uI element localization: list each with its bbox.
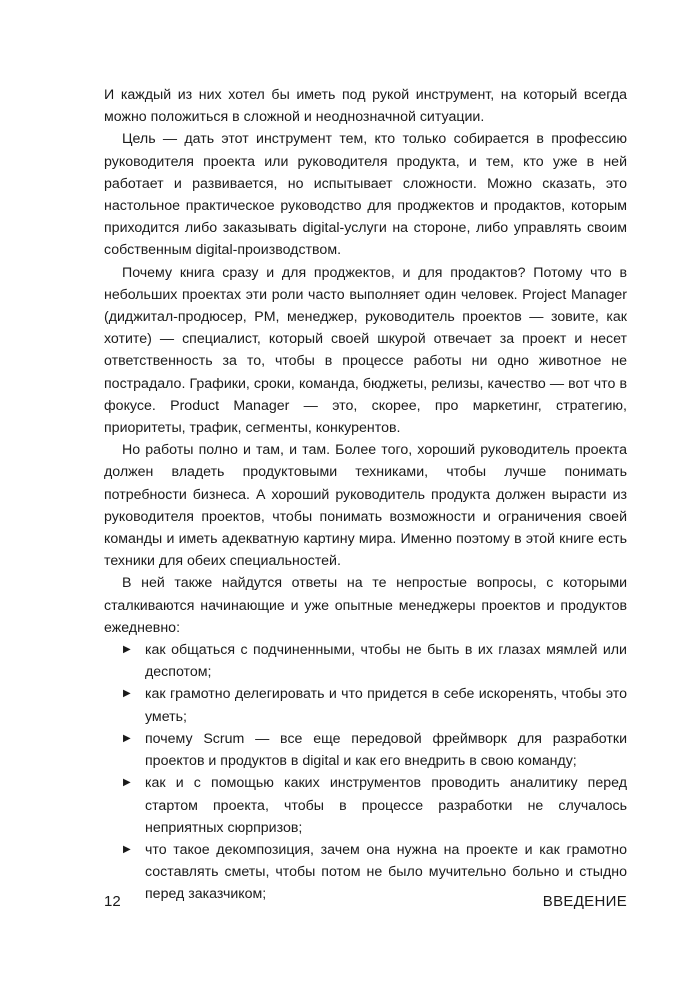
page-number: 12: [104, 893, 121, 910]
paragraph-3: Почему книга сразу и для проджектов, и для продактов? Потому что в небольших проектах эти роли часто выполняет один человек. Project Manager (диджитал-продюсер, PM, менеджер, руководитель проектов — зовите, как хотите) — специалист, который своей шкурой отвечает за проект и несет ответственность за то, чтобы в процессе работы ни одно животное не пострадало. Графики, сроки, команда, бюджеты, релизы, качество — вот что в фокусе. Product Manager — это, скорее, про маркетинг, стратегию, приоритеты, трафик, сегменты, конкурентов.: [104, 264, 627, 437]
list-item-text: как и с помощью каких инструментов проводить аналитику перед стартом проекта, чтобы в процессе разработки не случалось неприятных сюрпризов;: [145, 775, 627, 836]
question-list: [104, 639, 627, 905]
list-item: [104, 639, 627, 683]
body-text: [104, 84, 627, 906]
triangle-bullet-icon: ▶: [123, 644, 131, 656]
paragraph-4: Но работы полно и там, и там. Более того, хороший руководитель проекта должен владеть продуктовыми техниками, чтобы лучше понимать потребности бизнеса. А хороший руководитель продукта должен вырасти из руководителя проектов, чтобы понимать возможности и ограничения своей команды и иметь адекватную картину мира. Именно поэтому в этой книге есть техники для обеих специальностей.: [104, 442, 627, 570]
list-item-text: как общаться с подчиненными, чтобы не быть в их глазах мямлей или деспотом;: [145, 642, 627, 681]
paragraph-1: И каждый из них хотел бы иметь под рукой инструмент, на который всегда можно положиться в сложной и неоднозначной ситуации.: [104, 87, 627, 126]
list-item-text: почему Scrum — все еще передовой фреймворк для разработки проектов и продуктов в digital и как его внедрить в свою команду;: [145, 730, 627, 770]
list-item: [104, 728, 627, 772]
list-item-text: что такое декомпозиция, зачем она нужна на проекте и как грамотно составлять сметы, чтобы потом не было мучительно больно и стыдно перед заказчиком;: [145, 841, 627, 903]
paragraph-2: Цель — дать этот инструмент тем, кто только собирается в профессию руководителя проекта или руководителя продукта, и тем, кто уже в ней работает и развивается, но испытывает сложности. Можно сказать, это настольное практическое руководство для проджектов и продактов, которым приходится либо заказывать digital-услуги на стороне, либо управлять своим собственным digital-производством.: [104, 131, 627, 259]
list-item: [104, 683, 627, 727]
paragraph-5: В ней также найдутся ответы на те непростые вопросы, с которыми сталкиваются начинающие и уже опытные менеджеры проектов и продуктов ежедневно:: [104, 575, 627, 636]
triangle-bullet-icon: ▶: [123, 777, 131, 789]
triangle-bullet-icon: ▶: [123, 732, 131, 744]
triangle-bullet-icon: ▶: [123, 688, 131, 700]
triangle-bullet-icon: ▶: [123, 843, 131, 855]
list-item: [104, 772, 627, 839]
list-item-text: как грамотно делегировать и что придется в себе искоренять, чтобы это уметь;: [145, 686, 627, 725]
running-footer-section-title: ВВЕДЕНИЕ: [542, 893, 627, 910]
